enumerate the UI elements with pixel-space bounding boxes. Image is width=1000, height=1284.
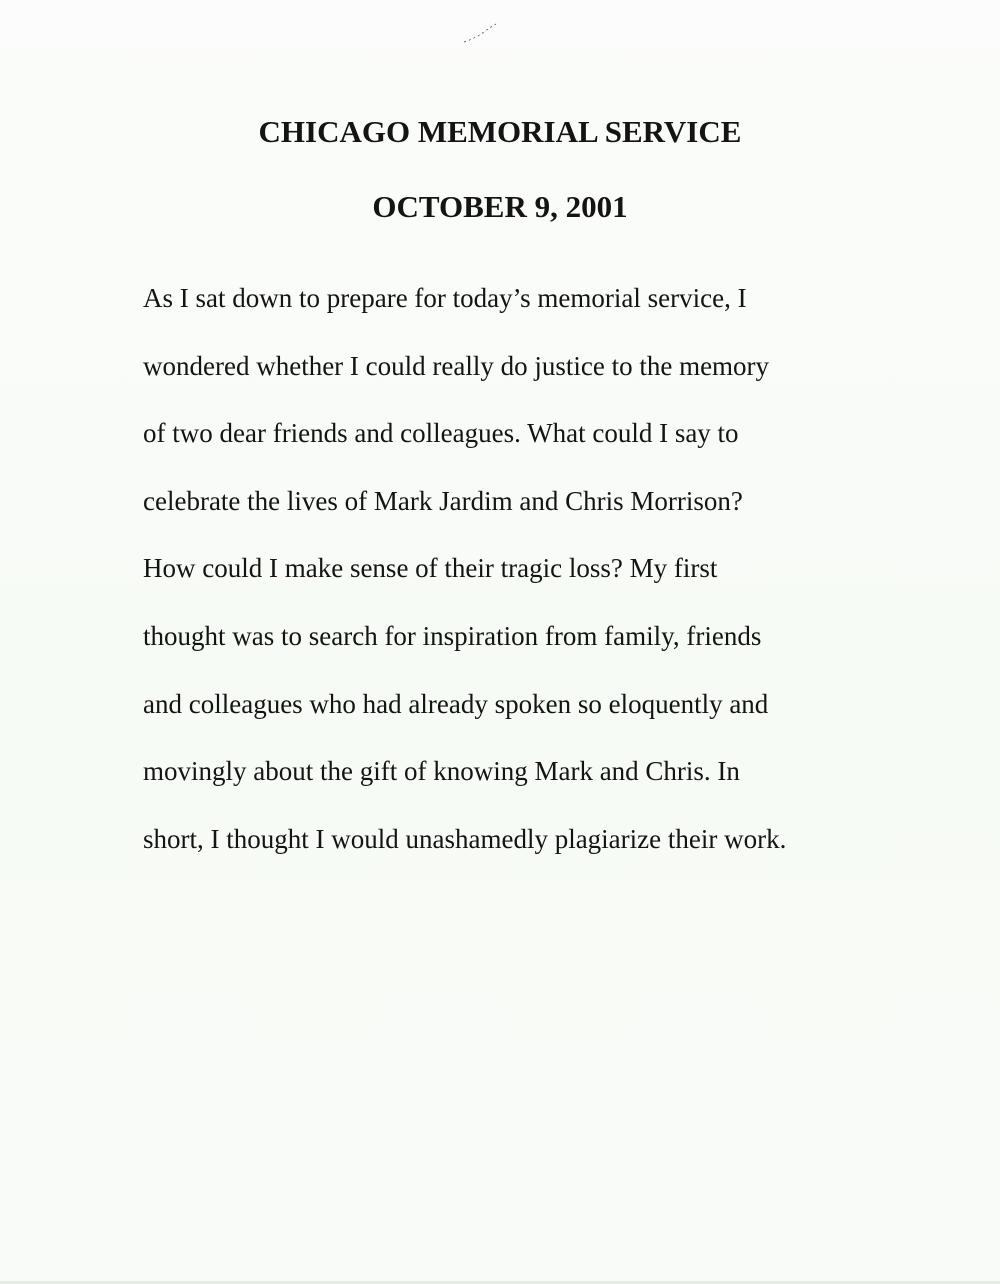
body-line: celebrate the lives of Mark Jardim and Chris Morrison? (143, 485, 743, 516)
body-line: movingly about the gift of knowing Mark and Chris. In (143, 756, 740, 787)
document-title: CHICAGO MEMORIAL SERVICE (258, 114, 742, 149)
body-line: thought was to search for inspiration from family, friends (143, 620, 762, 651)
document-date: OCTOBER 9, 2001 (372, 189, 628, 224)
body-line: How could I make sense of their tragic loss? My first (143, 553, 718, 584)
body-text (143, 278, 963, 886)
body-line: wondered whether I could really do justice to the memory (143, 350, 770, 381)
scan-mark (462, 22, 498, 44)
body-line: of two dear friends and colleagues. What could I say to (143, 418, 739, 449)
body-line: As I sat down to prepare for today’s memorial service, I (143, 283, 747, 313)
body-line: short, I thought I would unashamedly plagiarize their work. (143, 823, 787, 854)
body-line: and colleagues who had already spoken so eloquently and (143, 688, 769, 719)
